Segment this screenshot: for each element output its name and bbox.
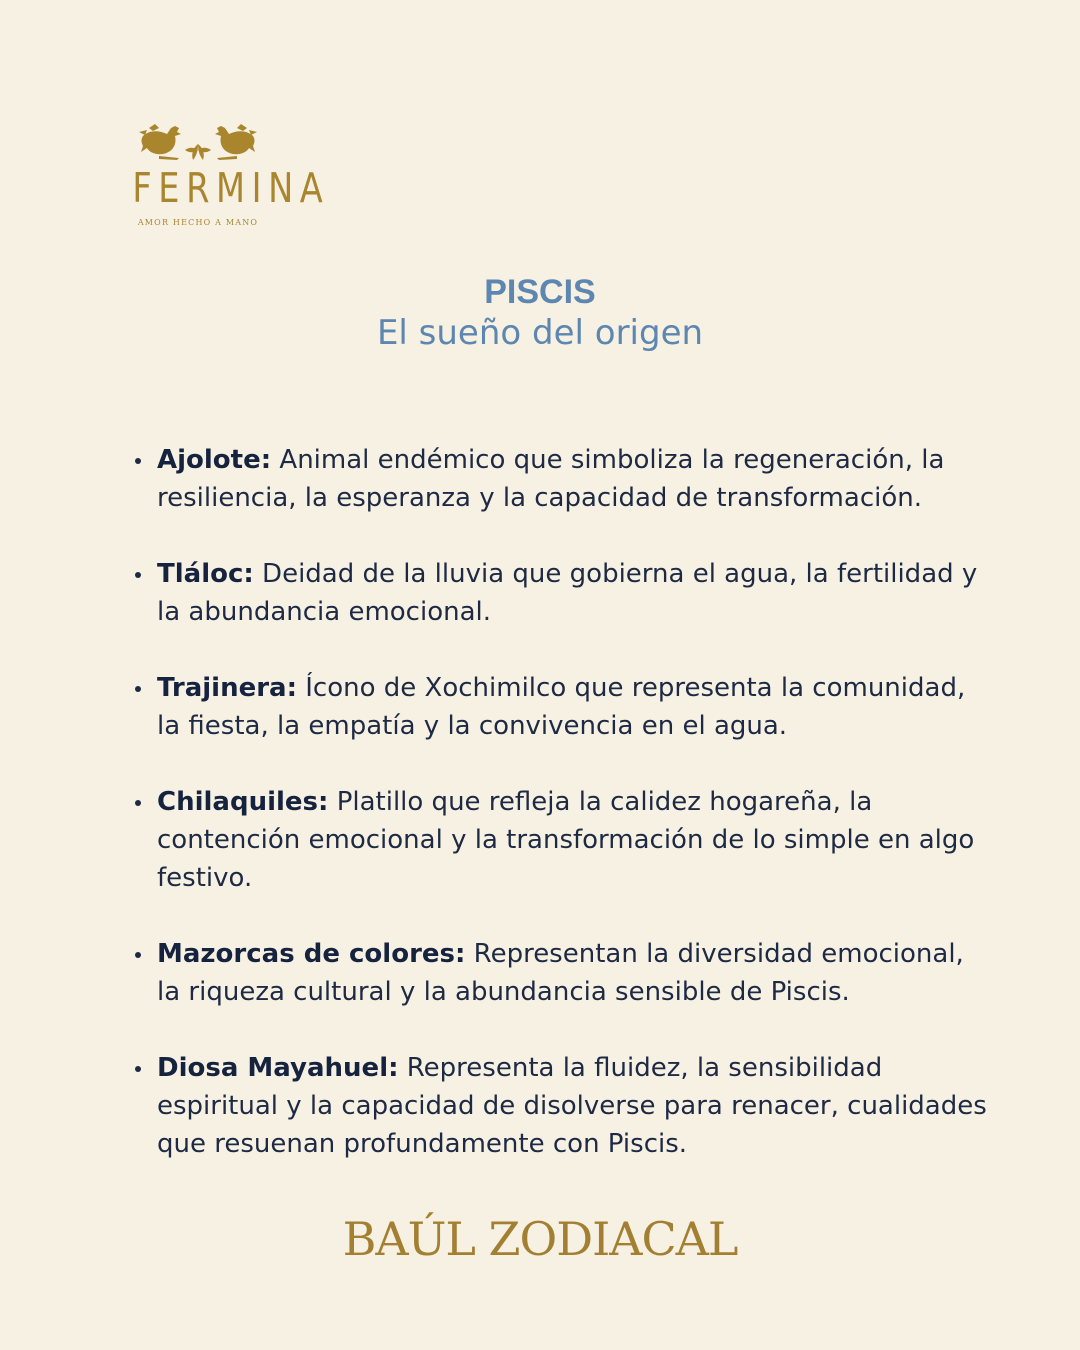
symbol-list (157, 441, 987, 1201)
item-term: Tláloc: (157, 559, 254, 589)
item-term: Trajinera: (157, 673, 297, 703)
page-title: PISCIS (484, 273, 596, 311)
item-description: Animal endémico que simboliza la regeneración, la resiliencia, la esperanza y la capacidad de transformación. (157, 445, 945, 513)
item-description: Ícono de Xochimilco que representa la comunidad, la fiesta, la empatía y la convivencia en el agua. (157, 673, 966, 741)
list-item (157, 783, 987, 897)
item-description: Platillo que refleja la calidez hogareña, la contención emocional y la transformación de lo simple en algo festivo. (157, 787, 975, 893)
list-item (157, 935, 987, 1011)
brand-logo (112, 122, 330, 227)
page-subtitle: El sueño del origen (376, 313, 704, 353)
item-description: Representa la fluidez, la sensibilidad espiritual y la capacidad de disolverse para renacer, cualidades que resuenan profundamente con Piscis. (157, 1053, 987, 1159)
item-description: Representan la diversidad emocional, la riqueza cultural y la abundancia sensible de Piscis. (157, 939, 964, 1007)
brand-tagline: AMOR HECHO A MANO (137, 218, 259, 227)
list-item (157, 669, 987, 745)
item-term: Ajolote: (157, 445, 272, 475)
twin-birds-icon (139, 122, 257, 164)
item-term: Diosa Mayahuel: (157, 1053, 399, 1083)
list-item (157, 555, 987, 631)
item-description: Deidad de la lluvia que gobierna el agua, la fertilidad y la abundancia emocional. (157, 559, 978, 627)
footer-title: BAÚL ZODIACAL (342, 1212, 738, 1266)
list-item (157, 1049, 987, 1163)
item-term: Mazorcas de colores: (157, 939, 466, 969)
item-term: Chilaquiles: (157, 787, 329, 817)
list-item (157, 441, 987, 517)
brand-name: FERMINA (132, 164, 330, 212)
